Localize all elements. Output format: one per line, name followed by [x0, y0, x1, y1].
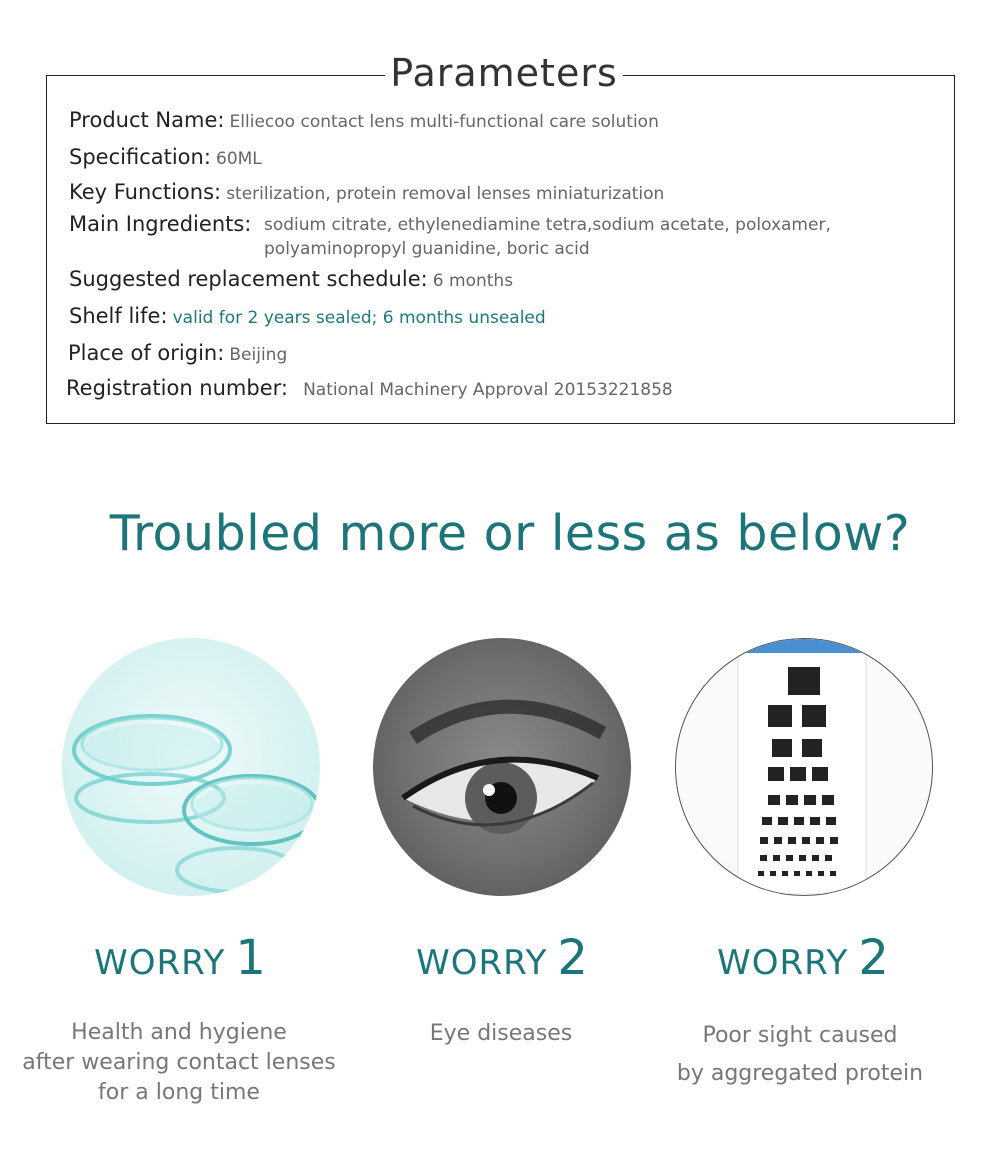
- worry-word: WORRY: [94, 943, 226, 983]
- description-line: Poor sight caused: [702, 1023, 898, 1048]
- param-registration-number: [66, 376, 673, 400]
- param-shelf-life: [69, 304, 546, 328]
- worry-description-3: [640, 1017, 960, 1093]
- param-value: 6 months: [432, 271, 514, 291]
- parameters-title: Parameters: [385, 46, 623, 100]
- param-label: Main Ingredients:: [69, 212, 252, 236]
- eye-image: [373, 638, 631, 896]
- description-line: Eye diseases: [429, 1021, 573, 1046]
- param-product-name: [69, 108, 659, 132]
- description-line: Health and hygiene: [71, 1020, 287, 1045]
- worry-word: WORRY: [416, 943, 548, 983]
- eye-chart-image: [675, 638, 933, 896]
- contact-lenses-image: [62, 638, 320, 896]
- worry-label-3: [653, 930, 953, 986]
- description-line: for a long time: [98, 1080, 260, 1105]
- param-label: Shelf life:: [69, 304, 168, 328]
- description-line: after wearing contact lenses: [22, 1050, 336, 1075]
- param-place-of-origin: [68, 341, 287, 365]
- param-label: Key Functions:: [69, 180, 222, 204]
- param-value: sterilization, protein removal lenses miniaturization: [226, 184, 665, 204]
- param-replacement-schedule: [69, 267, 513, 291]
- worry-number: 2: [858, 930, 889, 986]
- param-label: Place of origin:: [68, 341, 225, 365]
- param-main-ingredients: [69, 212, 251, 236]
- param-value-line: sodium citrate, ethylenediamine tetra,sodium acetate, poloxamer,: [264, 215, 831, 235]
- param-value-line: polyaminopropyl guanidine, boric acid: [264, 239, 590, 259]
- param-label: Specification:: [69, 145, 211, 169]
- param-label: Product Name:: [69, 108, 225, 132]
- param-ingredients-value: [264, 213, 831, 261]
- param-value: 60ML: [216, 149, 262, 169]
- worry-description-1: [19, 1018, 339, 1108]
- worry-label-2: [352, 930, 652, 986]
- description-line: by aggregated protein: [676, 1061, 924, 1086]
- worry-label-1: [30, 930, 330, 986]
- param-value: Elliecoo contact lens multi-functional care solution: [229, 112, 659, 132]
- worry-word: WORRY: [717, 943, 849, 983]
- troubled-headline: Troubled more or less as below?: [109, 505, 911, 562]
- worry-number: 2: [557, 930, 588, 986]
- param-value: National Machinery Approval 20153221858: [303, 380, 673, 400]
- param-value: valid for 2 years sealed; 6 months unsealed: [172, 308, 546, 328]
- param-specification: [69, 145, 262, 169]
- param-key-functions: [69, 180, 664, 204]
- param-value: Beijing: [229, 345, 288, 365]
- param-label: Registration number:: [66, 376, 288, 400]
- worry-description-2: [341, 1019, 661, 1049]
- worry-number: 1: [235, 930, 266, 986]
- param-label: Suggested replacement schedule:: [69, 267, 428, 291]
